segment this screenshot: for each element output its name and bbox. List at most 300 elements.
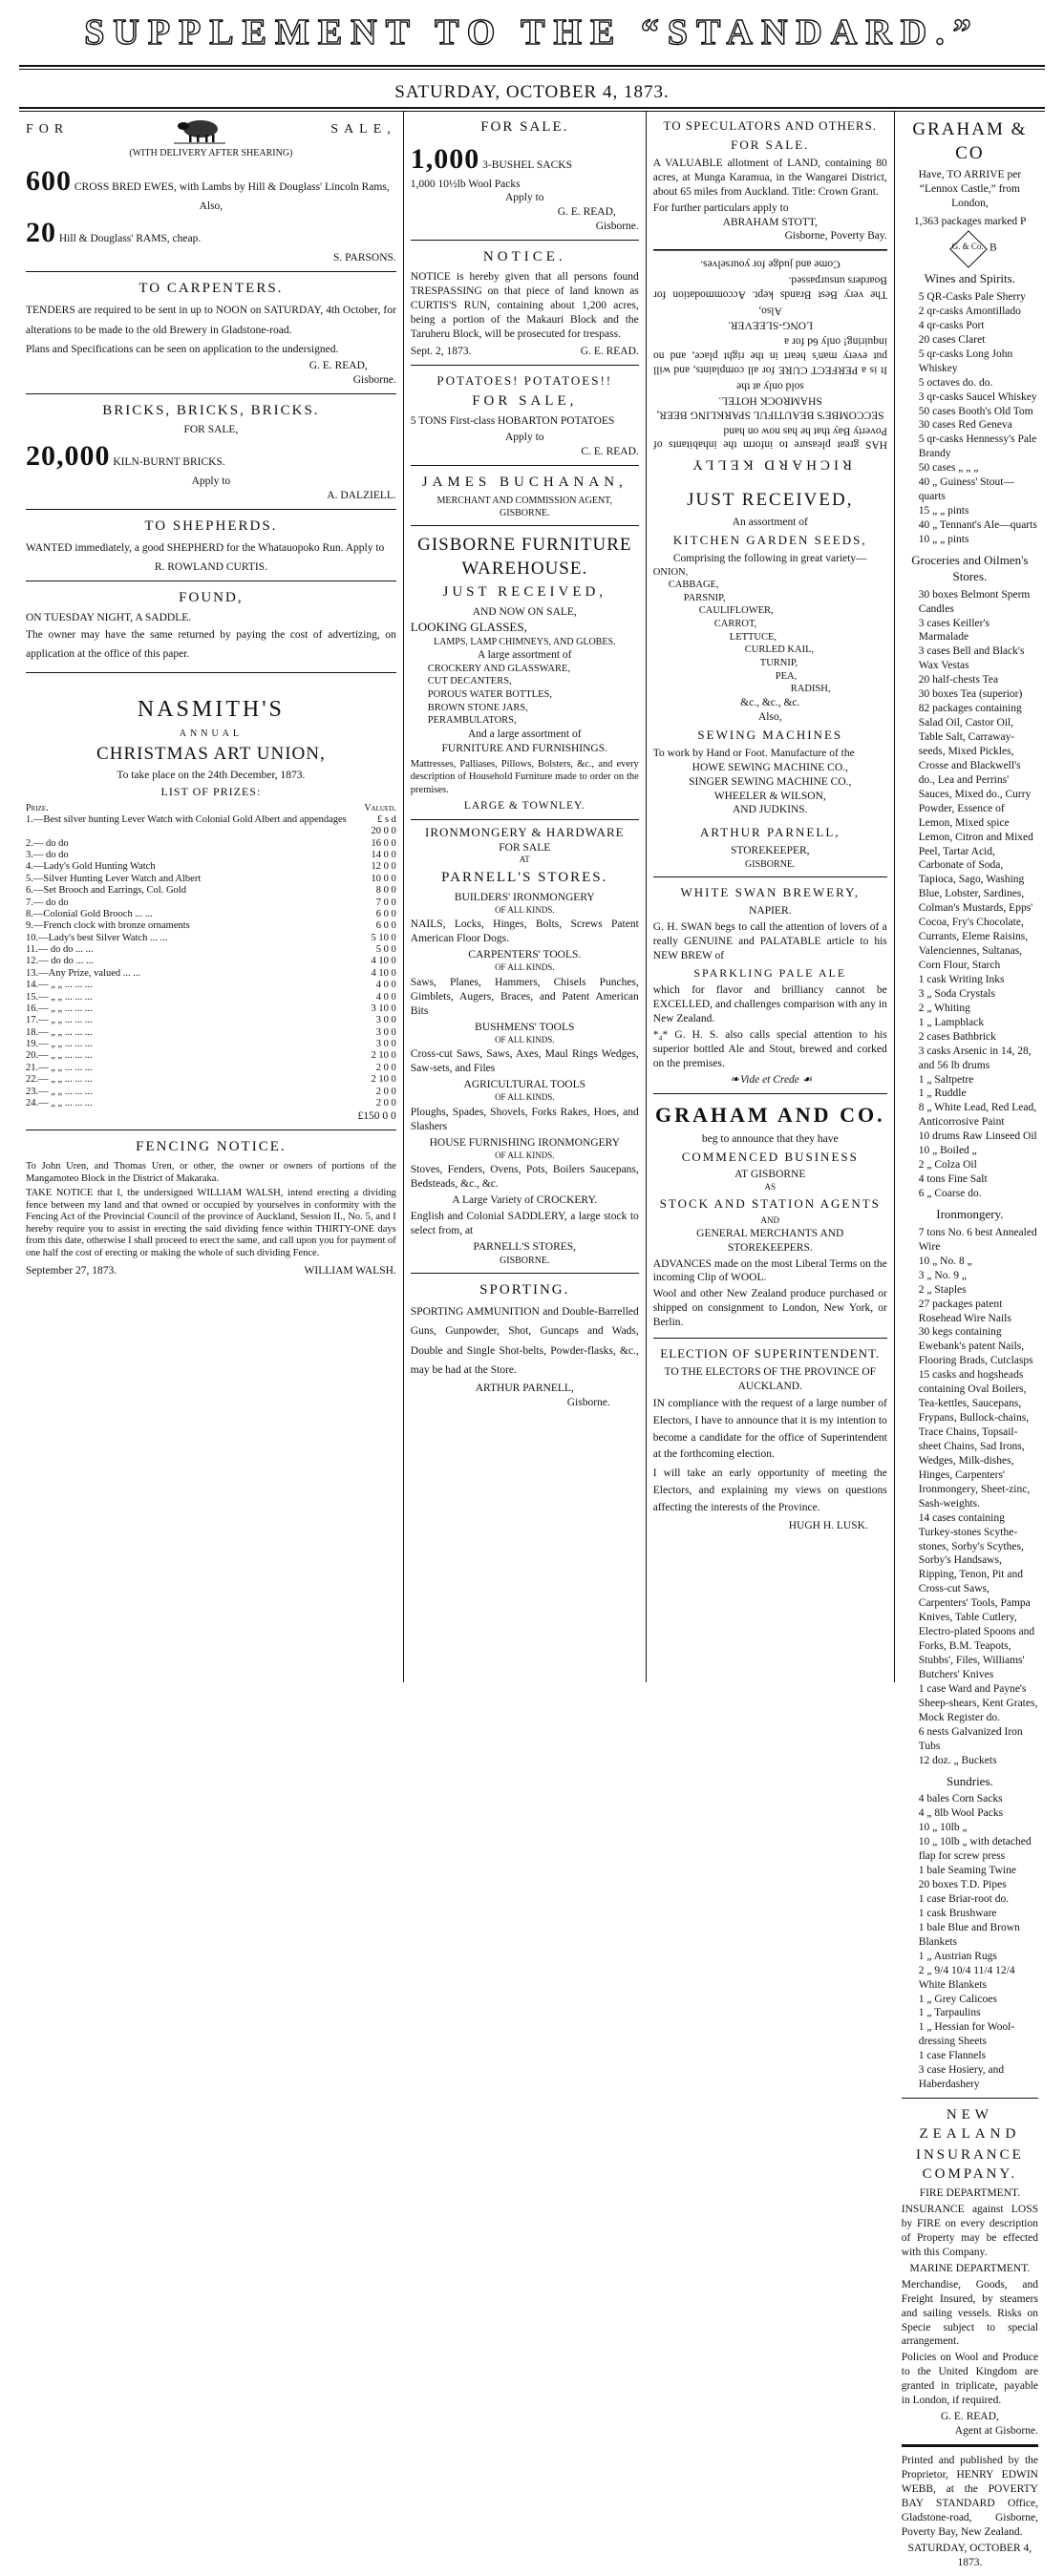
wine-item: 50 cases „ „ „: [918, 462, 979, 475]
furnishings-line: FURNITURE AND FURNISHINGS.: [441, 742, 608, 754]
groceries-title: Groceries and Oilmen's Stores.: [911, 552, 1029, 583]
prize-row: [26, 885, 396, 897]
signature: G. E. READ,: [557, 206, 616, 219]
ad-sacks: [411, 111, 639, 241]
ad-body: A VALUABLE allotment of LAND, containing 80 acres, at Munga Karamua, in the Wangarei District, about 65 miles from Auckland. Title: Crown Grant.: [652, 157, 887, 198]
wines-title: Wines and Spirits.: [924, 271, 1015, 286]
ewes-count: 600: [26, 165, 72, 197]
work-line: To work by Hand or Foot. Manufacture of the: [652, 747, 855, 759]
maker-line: AND JUDKINS.: [732, 804, 808, 816]
prize-label: 12.— do do ... ...: [26, 956, 94, 967]
ad-note: *₄* G. H. S. also calls special attention to his superior bottled Ale and Stout, brewed and corked on the premises.: [652, 1029, 887, 1070]
ironmongery-item: 14 cases containing Turkey-stones Scythe-stones, Sorby's Scythes, Sorby's Handsaws, Ripping, Tenon, Pit and Cross-cut Saws, Carpenters' Tools, Pampa Knives, Table Cutlery, Electro-plated Spoons and Forks, B.M. Teapots, Stubbs', Files, Williams' Butchers' Knives: [918, 1511, 1035, 1680]
come-line: Come and judge for yourselves.: [699, 259, 841, 271]
ad-art-union: [26, 673, 396, 1131]
furniture-item: CUT DECANTERS,: [427, 676, 512, 687]
ale-title: SPARKLING PALE ALE: [693, 965, 847, 980]
bricks-count: 20,000: [26, 440, 111, 472]
grocery-items: [902, 588, 1038, 1201]
brewery-place: NAPIER.: [749, 905, 792, 918]
sewing-title: SEWING MACHINES: [697, 727, 843, 742]
ad-title: FENCING NOTICE.: [136, 1139, 287, 1155]
section-kinds: OF ALL KINDS.: [495, 1092, 555, 1103]
ad-graham-agents: [653, 1094, 887, 1339]
packages-label: 1,363 packages marked: [913, 216, 1018, 228]
ad-bricks: [26, 394, 396, 510]
prize-label: 20.— „ „ ... ... ...: [26, 1050, 93, 1062]
prize-value: 12 0 0: [371, 861, 396, 873]
ad-found: [26, 581, 396, 673]
ad-body: WANTED immediately, a good SHEPHERD for the Whatauopoko Run. Apply to: [26, 542, 385, 555]
sundry-item: 1 bale Blue and Brown Blankets: [918, 1921, 1020, 1948]
section-kinds: OF ALL KINDS.: [495, 962, 555, 973]
ironmongery-item: 15 casks and hogsheads containing Oval Boilers, Tea-kettles, Saucepans, Frypans, Bullock-chains, Trace Chains, Topsail-sheet Chains, Sad Irons, Wedges, Milk-dishes, Hinges, Carpenters' Ironmongery, Sheet-zinc, Sash-weights.: [918, 1369, 1031, 1510]
prize-row: [26, 1087, 396, 1098]
bricks-line: [26, 437, 396, 475]
ad-graham-imports: [902, 111, 1038, 2099]
ad-body: Plans and Specifications can be seen on application to the undersigned.: [26, 343, 339, 355]
delivery-note: (WITH DELIVERY AFTER SHEARING): [129, 148, 293, 158]
grocery-item: 2 „ Colza Oil: [918, 1159, 977, 1172]
prize-header: [26, 802, 396, 814]
ad-for: FOR: [26, 121, 70, 137]
wine-item: 15 „ „ pints: [918, 505, 969, 517]
prize-row: [26, 956, 396, 967]
sheep-icon: [174, 116, 225, 144]
ironmongery-item: 7 tons No. 6 best Annealed Wire: [918, 1226, 1037, 1253]
prize-row: [26, 1015, 396, 1026]
sundry-item: 20 boxes T.D. Pipes: [918, 1879, 1007, 1891]
prize-label: 5.—Silver Hunting Lever Watch and Albert: [26, 873, 202, 884]
prize-row: [26, 944, 396, 956]
ad-body: HAS great pleasure to inform the inhabitants of Poverty Bay that he has now on hand: [652, 425, 887, 452]
prize-row: [26, 980, 396, 991]
prize-label: 6.—Set Brooch and Earrings, Col. Gold: [26, 885, 186, 897]
notice-date: Sept. 2, 1873.: [410, 346, 472, 358]
prize-row: [26, 1003, 396, 1015]
seed-item: PARSNIP,: [683, 592, 726, 603]
sundry-item: 1 „ Grey Calicoes: [918, 1993, 997, 2005]
ad-furniture: [411, 526, 639, 820]
ewes-desc: CROSS BRED EWES, with Lambs by Hill & Douglass' Lincoln Rams,: [74, 181, 390, 193]
ad-body: which for flavor and brilliancy cannot be EXCELLED, and challenges comparison with any in New Zealand.: [652, 984, 887, 1025]
grocery-item: 1 „ Lampblack: [918, 1016, 985, 1028]
at-line: AT GISBORNE: [734, 1169, 806, 1181]
prize-label: 15.— „ „ ... ... ...: [26, 991, 93, 1003]
sacks-line: [411, 140, 639, 178]
sundry-item: 1 „ Austrian Rugs: [918, 1950, 997, 1962]
prize-label: 22.— „ „ ... ... ...: [26, 1074, 93, 1086]
ironmongery-item: 10 „ No. 8 „: [918, 1255, 972, 1267]
prize-row: [26, 909, 396, 920]
signature: LARGE & TOWNLEY.: [463, 799, 585, 812]
seed-item: CAULIFLOWER,: [698, 605, 774, 617]
mark-text: G. & Co.: [951, 242, 984, 252]
sundry-item: 4 bales Corn Sacks: [918, 1793, 1003, 1805]
ad-subtitle: MERCHANT AND COMMISSION AGENT,: [436, 496, 613, 507]
prize-label: 4.—Lady's Gold Hunting Watch: [26, 861, 156, 873]
iron-items: [902, 1226, 1038, 1768]
motto: [653, 1073, 887, 1087]
grocery-item: 10 „ Boiled „: [918, 1145, 977, 1157]
prize-value: 3 0 0: [375, 1039, 396, 1050]
grocery-item: 30 boxes Tea (superior): [918, 688, 1023, 701]
signature-role: Agent at Gisborne.: [954, 2425, 1038, 2438]
ad-kelly-inverted: [653, 250, 887, 481]
ad-carpenters: [26, 272, 396, 394]
crockery-line: A Large Variety of CROCKERY.: [452, 1194, 598, 1207]
prize-label: 24.— „ „ ... ... ...: [26, 1097, 93, 1109]
grocery-item: 3 cases Bell and Black's Wax Vestas: [918, 645, 1025, 672]
prize-value: 3 0 0: [375, 1026, 396, 1038]
prize-value: 5 0 0: [375, 944, 396, 956]
prize-row: [26, 933, 396, 944]
fire-body: INSURANCE against LOSS by FIRE on every description of Property may be effected with this Company.: [901, 2204, 1038, 2258]
prize-value: 8 0 0: [375, 885, 396, 897]
sundry-item: 1 case Flannels: [918, 2050, 987, 2062]
assortment-label: An assortment of: [732, 516, 808, 528]
rams-line: [26, 214, 396, 251]
etc-line: &c., &c., &c.: [740, 696, 800, 708]
ad-body: SPORTING AMMUNITION and Double-Barrelled Guns, Gunpowder, Shot, Guncaps and Wads, Double and Single Shot-belts, Powder-flasks, &c., may be had at the Store.: [410, 1306, 639, 1376]
prize-label: 21.— „ „ ... ... ...: [26, 1062, 93, 1073]
section-kinds: OF ALL KINDS.: [495, 904, 555, 915]
wine-item: 4 qr-casks Port: [918, 319, 985, 331]
prize-row: [26, 850, 396, 861]
ad-shepherds: [26, 510, 396, 581]
section-title: HOUSE FURNISHING IRONMONGERY: [429, 1136, 620, 1149]
signature: C. E. READ.: [581, 445, 639, 457]
grocery-item: 10 drums Raw Linseed Oil: [918, 1130, 1037, 1143]
section-body: Stoves, Fenders, Ovens, Pots, Boilers Saucepans, Bedsteads, &c., &c.: [410, 1164, 639, 1191]
swan-icon: ☙: [801, 1074, 811, 1087]
ad-body: ON TUESDAY NIGHT, A SADDLE.: [26, 611, 192, 623]
prize-value: 6 0 0: [375, 908, 396, 919]
signature-row: [411, 345, 639, 359]
for-sale: FOR SALE: [499, 841, 551, 854]
wine-item: 30 cases Red Geneva: [918, 419, 1012, 432]
seed-item: TURNIP,: [759, 658, 798, 669]
prize-row: [26, 1050, 396, 1062]
accom-line: The very Best Brands kept. Accommodation for Boarders unsurpassed.: [652, 275, 887, 302]
grocery-item: 3 cases Keiller's Marmalade: [918, 617, 990, 644]
prize-value: 2 10 0: [371, 1074, 396, 1086]
sacks-desc: 3-BUSHEL SACKS: [482, 158, 572, 171]
ad-buchanan: [411, 466, 639, 527]
furniture-item: PERAMBULATORS,: [427, 715, 517, 727]
beg-line: beg to announce that they have: [701, 1132, 839, 1145]
swan-icon: ❧: [730, 1074, 738, 1087]
prize-label: 18.— „ „ ... ... ...: [26, 1026, 93, 1038]
prize-value: 2 0 0: [375, 1086, 396, 1097]
prize-label: 9.—French clock with bronze ornaments: [26, 920, 190, 932]
prize-value: 6 0 0: [375, 920, 396, 932]
advances-line: ADVANCES made on the most Liberal Terms on the incoming Clip of WOOL.: [652, 1257, 887, 1284]
lamps-line: LAMPS, LAMP CHIMNEYS, AND GLOBES.: [434, 636, 616, 647]
ad-body: The owner may have the same returned by paying the cost of advertizing, on application at the office of this paper.: [26, 629, 396, 660]
prize-value: 14 0 0: [371, 850, 396, 861]
as-label: AS: [764, 1182, 777, 1193]
ad-body: I will take an early opportunity of meeting the Electors, and explaining my views on questions affecting the interests of the Province.: [652, 1467, 887, 1513]
sundry-item: 1 case Briar-root do.: [918, 1892, 1010, 1905]
wine-item: 5 octaves do. do.: [918, 376, 993, 389]
prize-row: [26, 897, 396, 909]
ad-title: NASMITH'S: [137, 696, 285, 722]
masthead-title: SUPPLEMENT TO THE “STANDARD.”: [84, 12, 980, 53]
signature-place: Gisborne.: [352, 373, 396, 386]
ad-title: TO SHEPHERDS.: [144, 517, 278, 534]
grocery-item: 1 cask Writing Inks: [918, 973, 1005, 985]
wine-item: 50 cases Booth's Old Tom: [918, 405, 1033, 417]
general-line: GENERAL MERCHANTS AND STOREKEEPERS.: [696, 1227, 844, 1254]
grocery-item: 1 „ Saltpetre: [918, 1073, 974, 1086]
electors-line: TO THE ELECTORS OF THE PROVINCE OF AUCKLAND.: [664, 1366, 877, 1393]
ad-ewes-for-sale: [26, 111, 396, 272]
ad-place: GISBORNE.: [500, 1255, 550, 1266]
sacks-count: 1,000: [410, 142, 480, 175]
grocery-item: 3 casks Arsenic in 14, 28, and 56 lb drums: [918, 1045, 1032, 1071]
stock-line: STOCK AND STATION AGENTS: [659, 1196, 881, 1212]
also-label: And a large assortment of: [467, 728, 582, 740]
prize-value: 4 0 0: [375, 980, 396, 991]
section-kinds: OF ALL KINDS.: [495, 1150, 555, 1160]
motto-text: Vide et Crede: [739, 1074, 799, 1087]
maker-line: WHEELER & WILSON,: [713, 790, 826, 802]
rams-count: 20: [26, 216, 56, 248]
ad-place: GISBORNE.: [500, 508, 550, 519]
ad-title: GRAHAM & CO: [912, 119, 1028, 163]
seed-item: PEA,: [775, 670, 798, 682]
section-title: CARPENTERS' TOOLS.: [468, 949, 582, 961]
p-mark: P: [1019, 216, 1026, 228]
prize-label: 16.— „ „ ... ... ...: [26, 1003, 93, 1014]
section-body: Saws, Planes, Hammers, Chisels Punches, Gimblets, Augers, Braces, and Patent American Bits: [410, 976, 639, 1017]
packs-line: 1,000 10½lb Wool Packs: [410, 178, 521, 190]
ad-body: TAKE NOTICE that I, the undersigned WILLIAM WALSH, intend erecting a dividing fence between my land and that owned or occupied by yourselves in conformity with the Fencing Act of the Provincial Council of the province of Auckland, Session II., No. 5, and I hereby require you to assist in erecting the said dividing fence within THIRTY-ONE days from this date, otherwise I shall proceed to erect the same, and call upon you for payment of one half the cost of erecting or making the whole of such dividing Fence.: [26, 1188, 396, 1258]
prize-row: [26, 1074, 396, 1086]
beer-line: SECCOMBE'S BEAUTIFUL SPARKLING BEER,: [656, 409, 884, 421]
grocery-item: 2 „ Whiting: [918, 1002, 970, 1014]
for-sale: FOR SALE,: [472, 393, 578, 410]
sundry-item: 2 „ 9/4 10/4 11/4 12/4 White Blankets: [918, 1964, 1015, 1991]
ad-title: FOUND,: [179, 590, 244, 605]
masthead-rule: [19, 69, 1045, 70]
ad-title: GISBORNE FURNITURE WAREHOUSE.: [417, 535, 632, 579]
prize-value: £ s d 20 0 0: [371, 813, 396, 837]
grocery-item: 3 „ Soda Crystals: [918, 987, 995, 1000]
seed-item: ONION,: [652, 566, 689, 578]
sundry-item: 1 „ Tarpaulins: [918, 2007, 981, 2019]
ad-subtitle: INSURANCE COMPANY.: [915, 2147, 1024, 2182]
imprint-body: Printed and published by the Proprietor, HENRY EDWIN WEBB, at the POVERTY BAY STANDARD Office, Gladstone-road, Gisborne, Poverty Bay, New Zealand.: [901, 2455, 1038, 2538]
prize-row: [26, 992, 396, 1003]
sundry-item: 4 „ 8lb Wool Packs: [918, 1807, 1004, 1820]
prize-row: [26, 861, 396, 873]
section-body: NAILS, Locks, Hinges, Bolts, Screws Patent American Floor Dogs.: [410, 918, 639, 945]
sundry-items: [902, 1792, 1038, 2092]
also-label: Also,: [757, 710, 782, 723]
grocery-item: 20 half-chests Tea: [918, 674, 999, 686]
ad-body: Mattresses, Palliases, Pillows, Bolsters, &c., and every description of Household Furniture made to order on the premises.: [410, 758, 639, 796]
sundries-title: Sundries.: [947, 1773, 993, 1788]
seed-item: LETTUCE,: [729, 631, 777, 643]
section-title: BUSHMENS' TOOLS: [475, 1021, 575, 1033]
prize-label: 1.—Best silver hunting Lever Watch with Colonial Gold Albert and appendages: [26, 813, 347, 825]
prize-value: 3 10 0: [371, 1003, 396, 1014]
apply-to: Apply to: [504, 431, 544, 443]
signature-place: Gisborne, Poverty Bay.: [784, 230, 887, 243]
grocery-item: 30 boxes Belmont Sperm Candles: [918, 588, 1031, 615]
masthead-rule: [19, 65, 1045, 67]
prize-row: [26, 968, 396, 980]
for-sale: FOR SALE,: [183, 424, 239, 436]
prize-value: 7 0 0: [375, 897, 396, 908]
ewes-line: [26, 162, 396, 200]
maker-line: SINGER SEWING MACHINE CO.,: [689, 775, 852, 788]
furniture-item: CROCKERY AND GLASSWARE,: [427, 663, 571, 674]
seed-item: RADISH,: [790, 684, 831, 695]
signature: WILLIAM WALSH.: [304, 1264, 396, 1277]
furniture-items: [411, 663, 639, 728]
rams-desc: Hill & Douglass' RAMS, cheap.: [58, 232, 202, 244]
prize-total: £150 0 0: [357, 1110, 396, 1123]
signature-place: GISBORNE.: [745, 859, 796, 871]
seed-item: CURLED KAIL,: [744, 644, 815, 656]
sundry-item: 1 cask Brushware: [918, 1907, 997, 1919]
b-mark: B: [989, 242, 997, 254]
signature: HUGH H. LUSK.: [788, 1519, 868, 1531]
prize-label: 13.—Any Prize, valued ... ...: [26, 967, 141, 979]
stores-name: PARNELL'S STORES,: [473, 1240, 577, 1253]
saddlery-line: English and Colonial SADDLERY, a large stock to select from, at: [410, 1211, 639, 1236]
furniture-item: POROUS WATER BOTTLES,: [427, 689, 552, 700]
prize-row: [26, 838, 396, 850]
ad-title: ELECTION OF SUPERINTENDENT.: [660, 1346, 881, 1362]
imprint-date: SATURDAY, OCTOBER 4, 1873.: [907, 2542, 1032, 2568]
section-kinds: OF ALL KINDS.: [495, 1034, 555, 1045]
ad-title: JAMES BUCHANAN,: [421, 474, 628, 490]
signature-place: Gisborne.: [566, 1396, 610, 1408]
ad-title: FOR SALE.: [480, 119, 569, 135]
diamond-mark-icon: [948, 229, 987, 267]
ironmongery-item: 1 case Ward and Payne's Sheep-shears, Kent Grates, Mock Register do.: [918, 1682, 1038, 1723]
sundry-item: 1 „ Hessian for Wool-dressing Sheets: [918, 2021, 1015, 2048]
wine-item: 2 qr-casks Amontillado: [918, 305, 1021, 317]
prize-value: 4 10 0: [371, 967, 396, 979]
seed-item: CABBAGE,: [668, 580, 719, 591]
apply-to: Apply to: [191, 475, 231, 487]
ad-title: JUST RECEIVED,: [687, 490, 854, 511]
signature: G. E. READ,: [940, 2411, 999, 2423]
prize-label: 10.—Lady's best Silver Watch ... ...: [26, 932, 168, 943]
furniture-item: BROWN STONE JARS,: [427, 702, 528, 713]
prize-row: [26, 1063, 396, 1074]
bricks-desc: KILN-BURNT BRICKS.: [113, 456, 225, 468]
prize-label: 19.— „ „ ... ... ...: [26, 1039, 93, 1050]
prize-value: 4 0 0: [375, 991, 396, 1003]
masthead-date: SATURDAY, OCTOBER 4, 1873.: [394, 82, 670, 102]
ad-title: WHITE SWAN BREWERY,: [680, 885, 861, 900]
section-title: AGRICULTURAL TOOLS: [463, 1079, 586, 1091]
grocery-item: 1 „ Ruddle: [918, 1087, 967, 1100]
ad-title: IRONMONGERY & HARDWARE: [424, 824, 625, 839]
signature: G. E. READ.: [580, 346, 639, 358]
masthead-rule: [19, 107, 1045, 109]
column-4: [895, 111, 1045, 2568]
prize-value: 5 10 0: [371, 932, 396, 943]
signature-role: STOREKEEPER,: [731, 845, 810, 857]
ironmongery-title: Ironmongery.: [936, 1206, 1004, 1221]
signature: G. E. READ,: [309, 359, 368, 371]
sundry-item: 1 bale Seaming Twine: [918, 1865, 1016, 1877]
ironmongery-item: 6 nests Galvanized Iron Tubs: [918, 1725, 1023, 1752]
ad-title: RICHARD KELLY: [688, 457, 852, 474]
marine-body: Merchandise, Goods, and Freight Insured, by steamers and sailing vessels. Risks on Specie subject to special arrangement.: [901, 2278, 1038, 2348]
ad-title: POTATOES! POTATOES!!: [436, 373, 613, 389]
marine-title: MARINE DEPARTMENT.: [909, 2262, 1031, 2274]
ironmongery-item: 12 doz. „ Buckets: [918, 1754, 997, 1766]
ironmongery-item: 27 packages patent Rosehead Wire Nails: [918, 1298, 1011, 1324]
ad-title: BRICKS, BRICKS, BRICKS.: [102, 402, 320, 418]
ad-speculators: [653, 111, 887, 250]
sold-line: sold only at the: [735, 380, 804, 392]
seed-items: [653, 566, 887, 696]
prize-value: 2 0 0: [375, 1062, 396, 1073]
column-2: [404, 111, 647, 1682]
prize-label: 14.— „ „ ... ... ...: [26, 980, 93, 991]
ad-body: TENDERS are required to be sent in up to NOON on SATURDAY, 4th October, for alterations to be made to the old Brewery in Gladstone-road.: [26, 305, 396, 337]
arrival-line: Have, TO ARRIVE per “Lennox Castle,” from London,: [918, 169, 1022, 210]
grocery-item: 82 packages containing Salad Oil, Castor Oil, Table Salt, Carraway-seeds, Mixed Pickles, Crosse and Blackwell's do., Lea and Perrins' Sauces, Mixed do., Curry Powder, Essence of Lemon, Mixed spice Lemon, Citron and Mixed Peel, Tartar Acid, Carbonate of Soda, Tapioca, Sago, Washing Blue, Lobster, Sardines, Colman's Mustards, Epps' Cocoa, Fry's Chocolate, Currants, Eleme Raisins, Valenciennes, Sultanas, Corn Flour, Starch: [918, 703, 1033, 972]
prize-label: 7.— do do: [26, 897, 69, 908]
signature-row: [26, 1264, 396, 1278]
sundry-item: 10 „ 10lb „ with detached flap for screw press: [918, 1836, 1032, 1863]
columns: [19, 111, 1045, 2568]
long-sleever: LONG-SLEEVER.: [727, 320, 813, 332]
wine-item: 3 qr-casks Saucel Whiskey: [918, 391, 1037, 403]
wine-item: 5 QR-Casks Pale Sherry: [918, 291, 1026, 304]
section-body: Ploughs, Spades, Shovels, Forks Rakes, Hoes, and Slashers: [410, 1106, 639, 1132]
hotel-line: SHAMROCK HOTEL.: [717, 394, 822, 407]
at-label: AT: [519, 855, 530, 865]
signature: R. ROWLAND CURTIS.: [154, 561, 267, 574]
ad-subtitle: CHRISTMAS ART UNION,: [96, 743, 326, 764]
imprint: [902, 2445, 1038, 2576]
fire-title: FIRE DEPARTMENT.: [919, 2187, 1021, 2200]
signature: ABRAHAM STOTT,: [722, 216, 818, 228]
grocery-item: 4 tons Fine Salt: [918, 1173, 988, 1186]
packages-line: [902, 215, 1038, 267]
annual-label: ANNUAL: [179, 728, 243, 739]
ad-sale: SALE,: [330, 121, 396, 137]
seed-item: CARROT,: [713, 619, 757, 630]
wine-item: 40 „ Guiness' Stout—quarts: [918, 476, 1014, 503]
signature: S. PARSONS.: [333, 251, 396, 264]
prize-row: [26, 920, 396, 932]
prize-row: [26, 1027, 396, 1039]
prize-row: [26, 1098, 396, 1109]
ad-title: TO SPECULATORS AND OTHERS.: [663, 118, 877, 133]
ad-body: IN compliance with the request of a large number of Electors, I have to announce that it is my intention to become a candidate for the office of Superintendent at the forthcoming election.: [652, 1397, 887, 1461]
ad-title: NEW ZEALAND: [919, 2107, 1021, 2142]
prize-list: [26, 814, 396, 1109]
wine-item: 20 cases Claret: [918, 333, 986, 346]
grocery-item: 6 „ Coarse do.: [918, 1188, 982, 1200]
ad-body: NOTICE is hereby given that all persons found TRESPASSING on that piece of land known as CURTIS'S RUN, containing about 1,200 acres, being a portion of the Makauri Block and the Taruheru Block, will be prosecuted for trespass.: [410, 270, 639, 340]
prize-value: 4 10 0: [371, 956, 396, 967]
masthead: [19, 8, 1045, 102]
signature: A. DALZIELL.: [327, 489, 396, 501]
